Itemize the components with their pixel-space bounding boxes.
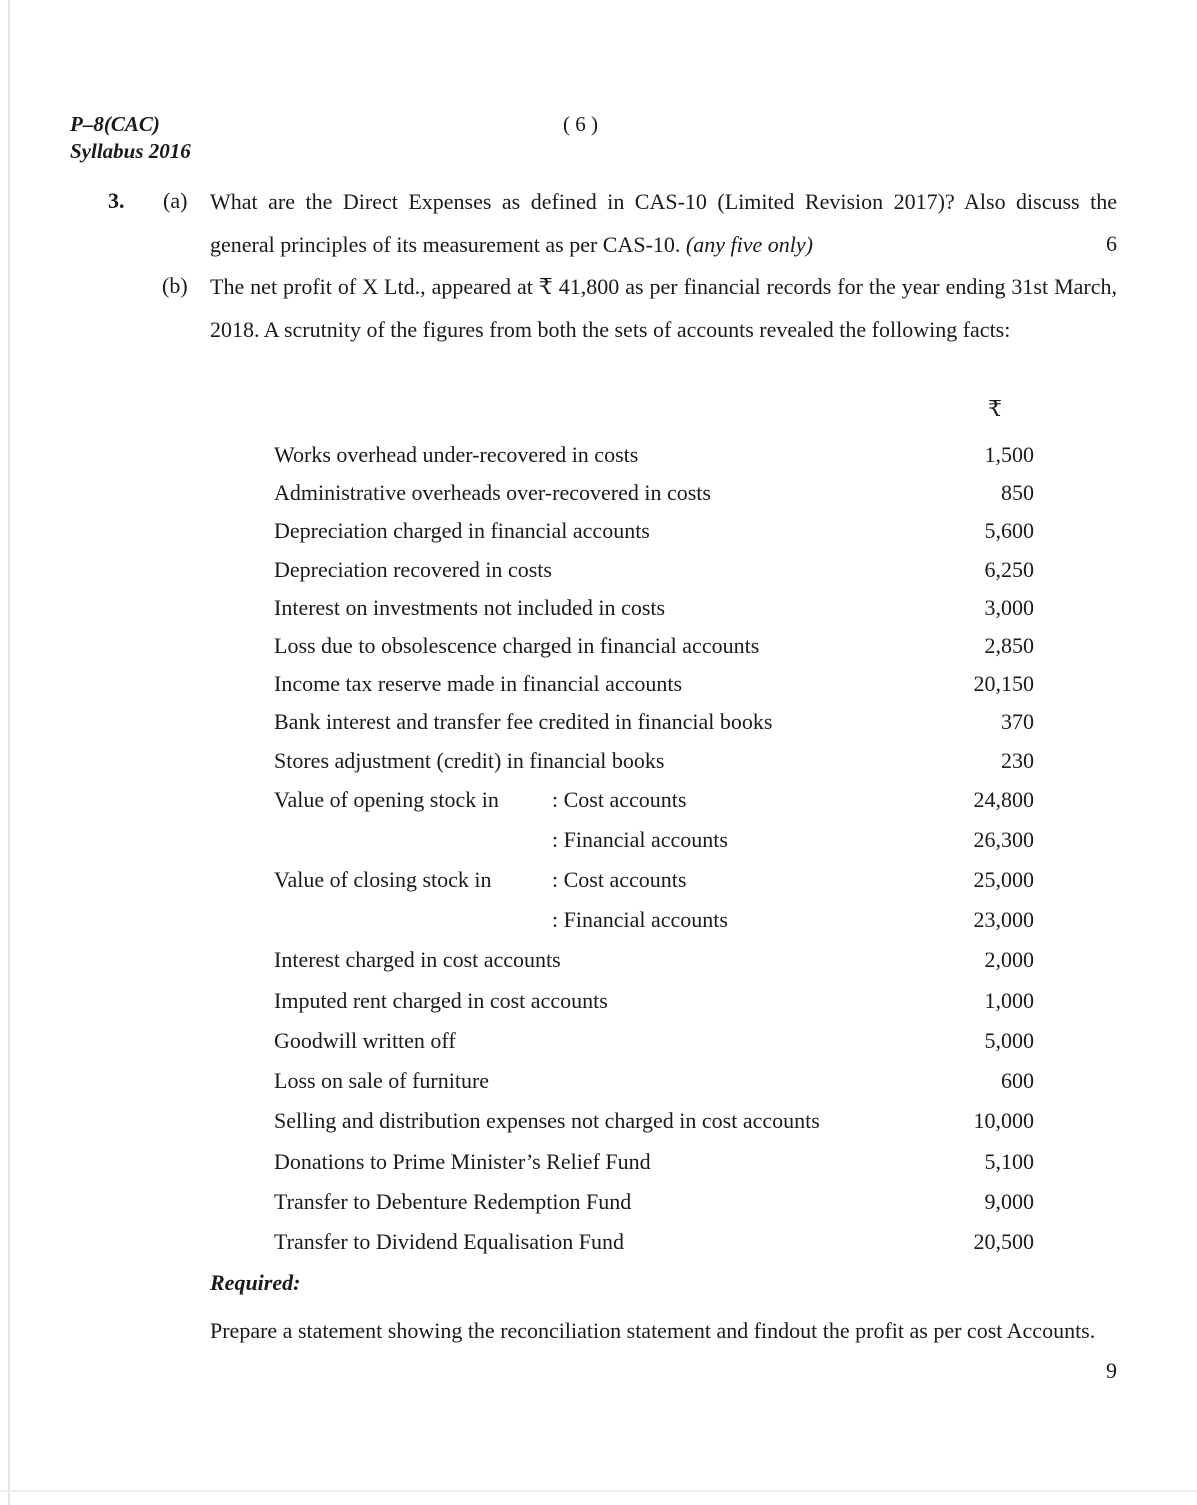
row-label: Interest charged in cost accounts	[274, 947, 561, 972]
row-label: Depreciation charged in financial accounts	[274, 518, 650, 543]
row-label: Imputed rent charged in cost accounts	[274, 988, 608, 1013]
part-a-note: (any five only)	[685, 232, 813, 257]
row-sublabel: : Financial accounts	[552, 907, 728, 932]
table-row	[274, 1187, 1034, 1217]
row-sublabel: : Financial accounts	[552, 827, 728, 852]
table-row	[274, 746, 1034, 776]
row-label: Transfer to Dividend Equalisation Fund	[274, 1229, 624, 1254]
row-value: 23,000	[973, 907, 1034, 932]
row-value: 25,000	[973, 867, 1034, 892]
row-sublabel: : Cost accounts	[552, 787, 687, 812]
row-label: Works overhead under-recovered in costs	[274, 442, 639, 467]
table-row	[274, 440, 1034, 470]
row-value: 10,000	[973, 1108, 1034, 1133]
row-value: 26,300	[973, 827, 1034, 852]
row-value: 24,800	[973, 787, 1034, 812]
required-text: Prepare a statement showing the reconciliation statement and findout the profit as per cost Accounts.	[210, 1318, 1096, 1343]
part-b-marks: 9	[1106, 1358, 1117, 1383]
currency-column-header: ₹	[988, 396, 1002, 421]
row-value: 600	[1001, 1068, 1034, 1093]
table-row	[274, 1147, 1034, 1177]
required-heading: Required:	[210, 1270, 301, 1295]
row-value: 230	[1001, 748, 1034, 773]
table-row	[274, 593, 1034, 623]
table-row	[274, 631, 1034, 661]
row-value: 850	[1001, 480, 1034, 505]
table-row	[274, 825, 1034, 855]
table-row	[274, 1106, 1034, 1136]
part-a-label: (a)	[163, 188, 188, 213]
row-label: Bank interest and transfer fee credited in financial books	[274, 709, 773, 734]
row-label: Selling and distribution expenses not charged in cost accounts	[274, 1108, 820, 1133]
row-label: Transfer to Debenture Redemption Fund	[274, 1189, 632, 1214]
row-label: Interest on investments not included in costs	[274, 595, 666, 620]
row-value: 2,850	[984, 633, 1034, 658]
row-label: Goodwill written off	[274, 1028, 456, 1053]
row-label: Income tax reserve made in financial accounts	[274, 671, 683, 696]
row-label: Depreciation recovered in costs	[274, 557, 552, 582]
row-value: 5,100	[984, 1149, 1034, 1174]
paper-code: P–8(CAC)	[70, 112, 160, 136]
row-label: Stores adjustment (credit) in financial books	[274, 748, 665, 773]
question-number: 3.	[108, 188, 125, 213]
table-row	[274, 986, 1034, 1016]
row-value: 9,000	[984, 1189, 1034, 1214]
table-row	[274, 707, 1034, 737]
row-value: 5,000	[984, 1028, 1034, 1053]
row-value: 20,150	[973, 671, 1034, 696]
part-a-question: What are the Direct Expenses as defined in CAS-10 (Limited Revision 2017)? Also discuss the general principles of its measurement as per CAS-10.	[210, 189, 1117, 257]
table-row	[274, 478, 1034, 508]
table-row	[274, 555, 1034, 585]
page-number: ( 6 )	[563, 112, 598, 136]
table-row	[274, 865, 1034, 895]
row-value: 2,000	[984, 947, 1034, 972]
row-value: 3,000	[984, 595, 1034, 620]
syllabus-label: Syllabus 2016	[70, 139, 191, 163]
row-value: 6,250	[984, 557, 1034, 582]
row-sublabel: : Cost accounts	[552, 867, 687, 892]
row-value: 20,500	[973, 1229, 1034, 1254]
part-b-label: (b)	[162, 273, 188, 298]
row-label: Value of opening stock in	[274, 787, 499, 812]
row-value: 1,000	[984, 988, 1034, 1013]
table-row	[274, 516, 1034, 546]
table-row	[274, 1227, 1034, 1257]
row-label: Administrative overheads over-recovered in costs	[274, 480, 711, 505]
paper-header	[70, 111, 191, 165]
row-label: Loss due to obsolescence charged in financial accounts	[274, 633, 760, 658]
row-label: Value of closing stock in	[274, 867, 492, 892]
part-b-text: The net profit of X Ltd., appeared at ₹ 41,800 as per financial records for the year ending 31st March, 2018. A scrutnity of the figures from both the sets of accounts revealed the following facts:	[210, 274, 1117, 342]
row-value: 1,500	[984, 442, 1034, 467]
row-value: 5,600	[984, 518, 1034, 543]
page-bottom-shadow	[0, 1490, 1197, 1492]
part-a-text	[210, 180, 1117, 266]
table-row	[274, 785, 1034, 815]
part-a-marks: 6	[1106, 231, 1117, 256]
row-label: Donations to Prime Minister’s Relief Fund	[274, 1149, 651, 1174]
table-row	[274, 1026, 1034, 1056]
table-row	[274, 945, 1034, 975]
row-value: 370	[1001, 709, 1034, 734]
page-edge-shadow	[8, 0, 10, 1505]
table-row	[274, 669, 1034, 699]
table-row	[274, 905, 1034, 935]
row-label: Loss on sale of furniture	[274, 1068, 490, 1093]
table-row	[274, 1066, 1034, 1096]
